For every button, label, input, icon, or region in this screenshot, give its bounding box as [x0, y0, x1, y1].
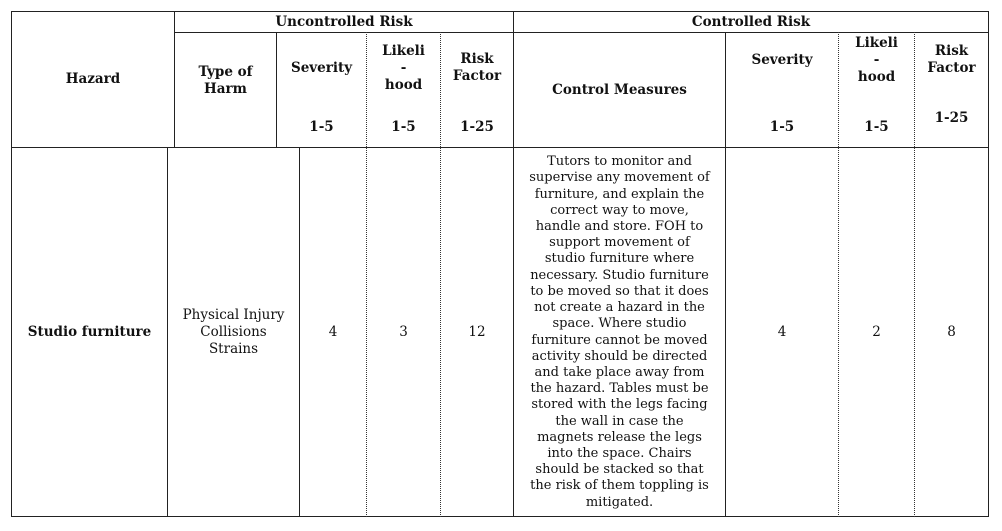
header-likelihood-range: 1-5 — [391, 118, 416, 135]
group-header-divider — [175, 32, 989, 33]
row-control-measures: Tutors to monitor and supervise any movement of furniture, and explain the correct way to move, handle and store. FOH to support movement of studio furniture where necessary. Studio furniture to be moved so that it does not create a hazard in the space. Where studio furniture cannot be moved activity should be directed and take place away from the hazard. Tables must be stored with the legs facing the wall in case the magnets release the legs into the space. Chairs should be stacked so that the risk of them toppling is mitigated. — [529, 154, 710, 510]
header-type-of-harm: Type of Harm — [198, 64, 253, 97]
header-control-measures: Control Measures — [552, 81, 687, 98]
row-type-of-harm — [168, 148, 299, 517]
header-severity: Severity — [290, 59, 353, 76]
header-likelihood: Likeli -hood — [382, 42, 425, 93]
harm-item: Collisions — [200, 324, 267, 340]
header-c-severity-range: 1-5 — [769, 118, 795, 135]
header-c-likelihood-range: 1-5 — [864, 118, 889, 135]
header-c-risk-factor: Risk Factor — [927, 43, 976, 76]
header-hazard: Hazard — [65, 71, 121, 87]
header-uncontrolled-risk: Uncontrolled Risk — [275, 13, 413, 30]
row-controlled-severity: 4 — [777, 324, 787, 340]
row-hazard: Studio furniture — [27, 324, 152, 340]
header-severity-range: 1-5 — [309, 118, 334, 135]
row-controlled-risk-factor: 8 — [947, 324, 956, 340]
header-c-severity: Severity — [751, 51, 813, 68]
header-risk-factor: Risk Factor — [452, 51, 502, 84]
risk-assessment-table — [11, 11, 989, 517]
header-c-risk-factor-range: 1-25 — [934, 109, 969, 126]
row-uncontrolled-severity: 4 — [328, 324, 338, 340]
header-c-likelihood: Likeli -hood — [855, 34, 898, 85]
header-risk-factor-range: 1-25 — [460, 118, 494, 135]
header-controlled-risk: Controlled Risk — [691, 13, 811, 30]
row-controlled-likelihood: 2 — [872, 324, 881, 340]
harm-item: Physical Injury — [182, 307, 285, 323]
harm-item: Strains — [208, 341, 259, 357]
row-uncontrolled-likelihood: 3 — [399, 324, 408, 340]
row-uncontrolled-risk-factor: 12 — [468, 324, 486, 340]
